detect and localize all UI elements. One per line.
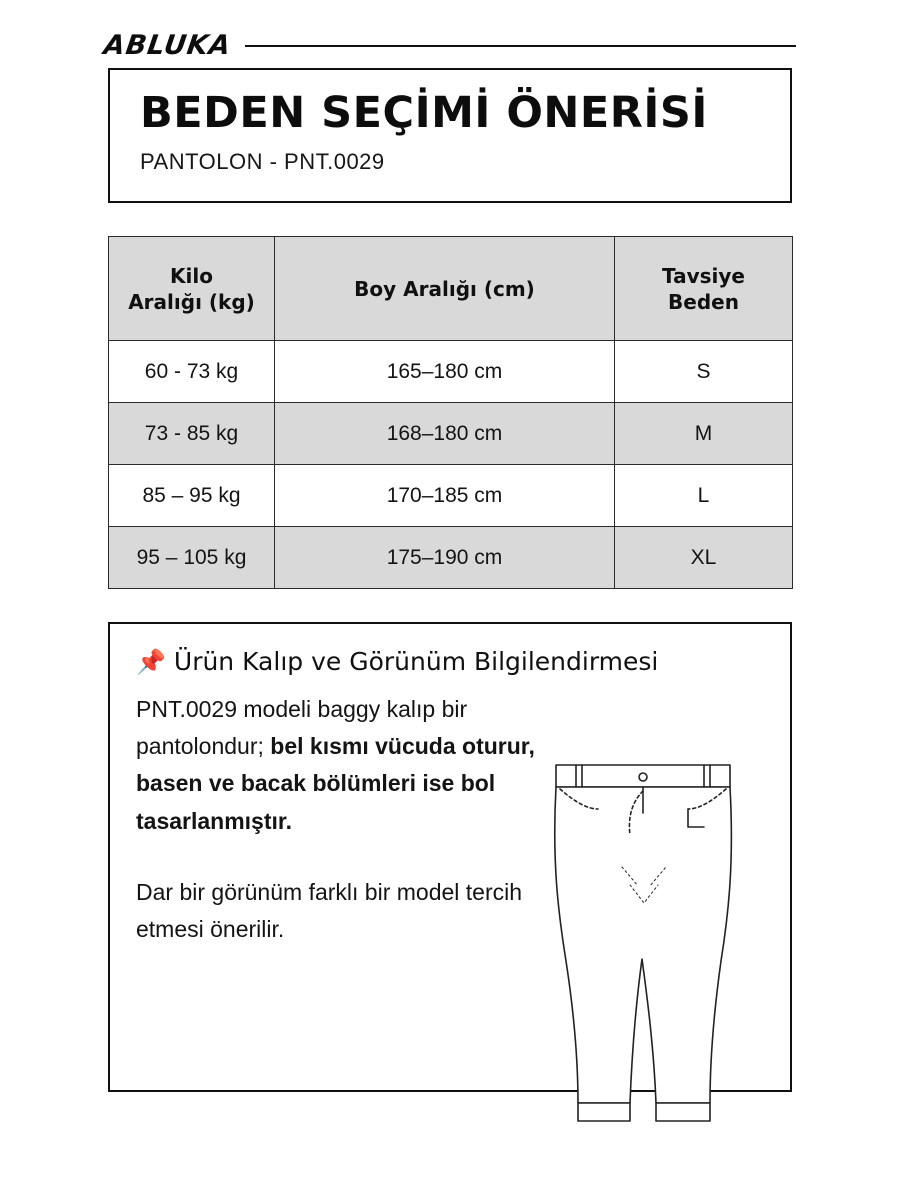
baggy-pants-illustration bbox=[518, 751, 768, 1141]
table-row bbox=[109, 403, 793, 465]
info-paragraphs bbox=[136, 691, 536, 949]
cell-size: XL bbox=[615, 527, 793, 589]
column-header-size-line1: Tavsiye bbox=[662, 263, 745, 288]
table-row bbox=[109, 527, 793, 589]
cell-height: 168–180 cm bbox=[275, 403, 615, 465]
column-header-weight-line1: Kilo bbox=[170, 263, 213, 288]
title-box bbox=[108, 68, 792, 203]
table-row bbox=[109, 465, 793, 527]
cell-height: 165–180 cm bbox=[275, 341, 615, 403]
size-recommendation-table bbox=[108, 236, 793, 589]
brand-header bbox=[101, 28, 796, 62]
column-header-height bbox=[275, 237, 615, 341]
cell-weight: 85 – 95 kg bbox=[109, 465, 275, 527]
info-body bbox=[136, 691, 764, 949]
page-title: BEDEN SEÇİMİ ÖNERİSİ bbox=[140, 88, 708, 138]
page-subtitle: PANTOLON - PNT.0029 bbox=[140, 149, 385, 175]
cell-size: S bbox=[615, 341, 793, 403]
pushpin-icon: 📌 bbox=[136, 648, 166, 676]
info-heading bbox=[136, 648, 764, 677]
cell-size: L bbox=[615, 465, 793, 527]
table-row bbox=[109, 341, 793, 403]
info-paragraph-2: Dar bir görünüm farklı bir model tercih etmesi önerilir. bbox=[136, 878, 523, 942]
info-paragraph-1-normal: PNT.0029 modeli baggy kalıp bir pantolondur; bbox=[136, 695, 468, 759]
column-header-size bbox=[615, 237, 793, 341]
info-heading-label: Ürün Kalıp ve Görünüm Bilgilendirmesi bbox=[173, 647, 659, 676]
brand-logo: ABLUKA bbox=[101, 29, 234, 61]
cell-weight: 95 – 105 kg bbox=[109, 527, 275, 589]
cell-weight: 73 - 85 kg bbox=[109, 403, 275, 465]
column-header-weight bbox=[109, 237, 275, 341]
cell-weight: 60 - 73 kg bbox=[109, 341, 275, 403]
cell-height: 170–185 cm bbox=[275, 465, 615, 527]
cell-height: 175–190 cm bbox=[275, 527, 615, 589]
header-divider bbox=[245, 45, 796, 47]
table-header-row bbox=[109, 237, 793, 341]
column-header-height-line1: Boy Aralığı (cm) bbox=[354, 276, 535, 301]
info-paragraph-1-bold: bel kısmı vücuda oturur, basen ve bacak bölümleri ise bol tasarlanmıştır. bbox=[136, 733, 535, 834]
column-header-weight-line2: Aralığı (kg) bbox=[128, 289, 255, 314]
cell-size: M bbox=[615, 403, 793, 465]
product-info-box bbox=[108, 622, 792, 1092]
column-header-size-line2: Beden bbox=[668, 289, 739, 314]
